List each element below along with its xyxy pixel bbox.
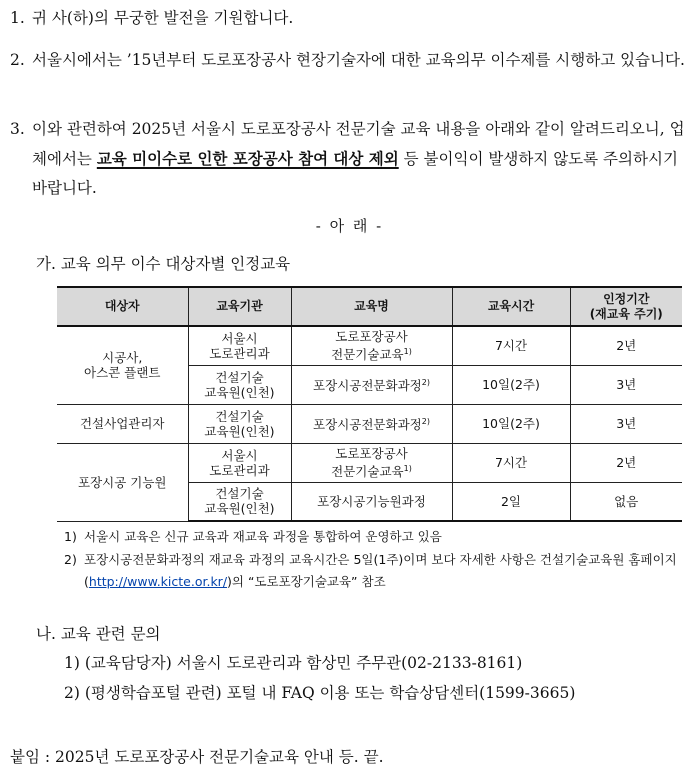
paragraph-number: 2.: [10, 51, 25, 69]
paragraph-text: 서울시에서는 ’15년부터 도로포장공사 현장기술자에 대한 교육의무 이수제를 시행하고 있습니다.: [32, 51, 685, 69]
paragraph-text: 귀 사(하)의 무궁한 발전을 기원합니다.: [32, 9, 294, 27]
cell-period: 2년: [570, 326, 682, 365]
cell-period: 3년: [570, 404, 682, 443]
cell-org: [188, 326, 291, 365]
paragraph-2: [10, 46, 691, 75]
paragraph-number: 1.: [10, 9, 25, 27]
cell-text: 교육원(인천): [204, 501, 275, 517]
cell-period: 없음: [570, 482, 682, 521]
section-b-title: 나. 교육 관련 문의: [36, 625, 161, 643]
attachment-line: 붙임 : 2025년 도로포장공사 전문기술교육 안내 등. 끝.: [10, 748, 384, 766]
cell-course: [291, 404, 452, 443]
cell-org: [188, 365, 291, 404]
emphasis-text: 교육 미이수로 인한 포장공사 참여 대상 제외: [96, 149, 399, 168]
header-target: 대상자: [57, 287, 188, 326]
header-period-line2: (재교육 주기): [589, 306, 663, 321]
paragraph-number: 3.: [10, 120, 25, 138]
cell-text: 도로포장공사: [335, 329, 408, 345]
cell-target: 포장시공 기능원: [57, 443, 188, 521]
cell-target: [57, 326, 188, 404]
cell-time: 10일(2주): [452, 404, 570, 443]
cell-text: 서울시: [221, 330, 258, 346]
paragraph-text-part: 등 불이익이 발생하지 않도록 주의하시기 바랍니다.: [32, 150, 678, 197]
footnote-2: [64, 549, 689, 593]
cell-course: [291, 365, 452, 404]
homepage-link[interactable]: http://www.kicte.or.kr/: [88, 574, 228, 589]
header-period: [570, 287, 682, 326]
table-row: [57, 404, 682, 443]
cell-text: 도로관리과: [209, 462, 270, 478]
cell-time: 7시간: [452, 443, 570, 482]
cell-time: 2일: [452, 482, 570, 521]
inquiry-item: 1) (교육담당자) 서울시 도로관리과 함상민 주무관(02-2133-8161): [64, 654, 523, 672]
cell-text: 아스콘 플랜트: [84, 365, 161, 381]
footnote-text-part: )의 “도로포장기술교육” 참조: [227, 574, 386, 589]
section-a-title: 가. 교육 의무 이수 대상자별 인정교육: [36, 255, 291, 273]
footnote-ref: 2): [421, 417, 430, 427]
cell-text: 도로관리과: [209, 345, 270, 361]
education-table: [57, 286, 682, 522]
cell-text: 건설기술: [215, 369, 264, 385]
cell-course: [291, 443, 452, 482]
cell-text: 전문기술교육: [331, 347, 404, 363]
footnote-text-part: 포장시공전문화과정의 재교육 과정의 교육시간은 5일(1주)이며 보다 자세한 사항은 건설기술교육원 홈페이지(: [84, 552, 677, 589]
header-time: 교육시간: [452, 287, 570, 326]
footnote-number: 1): [64, 529, 77, 544]
footnote-number: 2): [64, 552, 77, 567]
inquiry-item: 2) (평생학습포털 관련) 포털 내 FAQ 이용 또는 학습상담센터(1599-3665): [64, 684, 576, 702]
cell-text: 포장시공전문화과정: [313, 417, 422, 433]
header-org: 교육기관: [188, 287, 291, 326]
cell-period: 2년: [570, 443, 682, 482]
footnote-text: 서울시 교육은 신규 교육과 재교육 과정을 통합하여 운영하고 있음: [84, 529, 442, 544]
cell-text: 서울시: [221, 447, 258, 463]
cell-org: [188, 443, 291, 482]
cell-time: 10일(2주): [452, 365, 570, 404]
cell-course: [291, 326, 452, 365]
cell-course: 포장시공기능원과정: [291, 482, 452, 521]
footnote-text: [84, 549, 689, 593]
cell-text: 교육원(인천): [204, 384, 275, 400]
cell-text: 시공사,: [102, 350, 143, 366]
paragraph-3: [10, 115, 691, 203]
cell-time: 7시간: [452, 326, 570, 365]
cell-org: [188, 404, 291, 443]
paragraph-1: [10, 4, 691, 33]
paragraph-text-part: 이와 관련하여 2025년 서울시 도로포장공사 전문기술 교육 내용을 아래와 같이 알려드리오니, 업체에서는: [32, 120, 685, 168]
footnote-ref: 1): [403, 463, 412, 473]
footnote-ref: 2): [421, 378, 430, 388]
header-period-line1: 인정기간: [603, 291, 650, 306]
table-header-row: [57, 287, 682, 326]
cell-text: 전문기술교육: [331, 464, 404, 480]
table-row: [57, 443, 682, 482]
cell-org: [188, 482, 291, 521]
cell-text: 건설기술: [215, 408, 264, 424]
cell-text: 포장시공전문화과정: [313, 378, 422, 394]
paragraph-text: [32, 115, 691, 203]
cell-period: 3년: [570, 365, 682, 404]
cell-target: 건설사업관리자: [57, 404, 188, 443]
center-title: - 아 래 -: [315, 217, 384, 235]
table-row: [57, 326, 682, 365]
footnote-ref: 1): [403, 347, 412, 357]
header-course: 교육명: [291, 287, 452, 326]
cell-text: 교육원(인천): [204, 423, 275, 439]
cell-text: 건설기술: [215, 486, 264, 502]
cell-text: 도로포장공사: [335, 445, 408, 461]
footnote-1: [64, 526, 689, 548]
